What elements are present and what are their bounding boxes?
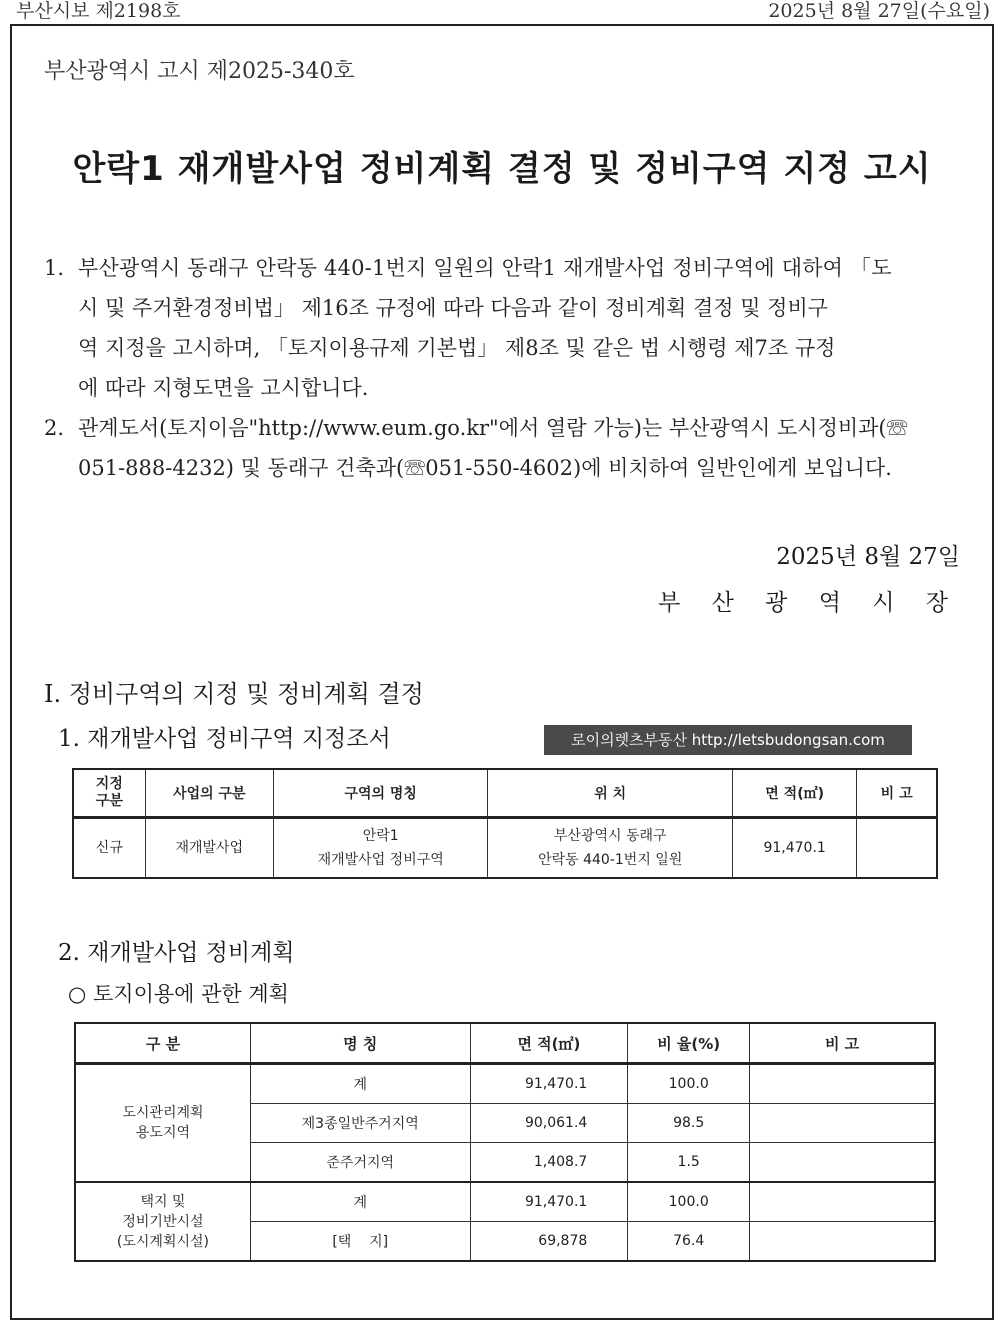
land-use-table bbox=[74, 1022, 936, 1262]
subsection-heading-1: 1. 재개발사업 정비구역 지정조서 bbox=[58, 726, 391, 752]
subsection-heading-2: 2. 재개발사업 정비계획 bbox=[58, 940, 295, 966]
designation-table bbox=[72, 768, 938, 879]
table-cell bbox=[750, 1182, 935, 1222]
table-cell: 91,470.1 bbox=[470, 1064, 628, 1104]
page-title: 안락1 재개발사업 정비계획 결정 및 정비구역 지정 고시 bbox=[72, 149, 932, 189]
table-cell bbox=[750, 1064, 935, 1104]
table-cell: 76.4 bbox=[628, 1222, 750, 1262]
table-cell bbox=[750, 1104, 935, 1143]
table-cell: 재개발사업 bbox=[145, 818, 273, 879]
table-header-row bbox=[73, 769, 937, 818]
table-row bbox=[75, 1064, 935, 1104]
table-cell bbox=[750, 1222, 935, 1262]
table-header-cell: 구역의 명칭 bbox=[273, 769, 487, 818]
table-cell: 69,878 bbox=[470, 1222, 628, 1262]
table-row bbox=[75, 1182, 935, 1222]
paragraph-line: 에 따라 지형도면을 고시합니다. bbox=[78, 376, 369, 400]
table-header-cell: 면 적(㎡) bbox=[470, 1023, 628, 1064]
section-heading: Ⅰ. 정비구역의 지정 및 정비계획 결정 bbox=[44, 680, 424, 708]
gazette-issue: 부산시보 제2198호 bbox=[16, 0, 181, 22]
table-cell: 제3종일반주거지역 bbox=[250, 1104, 470, 1143]
paragraph-line: 시 및 주거환경정비법」 제16조 규정에 따라 다음과 같이 정비계획 결정 및 정비구 bbox=[78, 296, 829, 320]
group-label-cell: 도시관리계획 용도지역 bbox=[75, 1064, 250, 1183]
table-header-cell: 위 치 bbox=[488, 769, 733, 818]
table-header-cell: 구 분 bbox=[75, 1023, 250, 1064]
table-cell: 100.0 bbox=[628, 1182, 750, 1222]
table-header-cell: 명 칭 bbox=[250, 1023, 470, 1064]
table-cell: 계 bbox=[250, 1064, 470, 1104]
table-row bbox=[73, 818, 937, 879]
paragraph-number: 2. bbox=[44, 416, 65, 440]
table-header-cell: 사업의 구분 bbox=[145, 769, 273, 818]
table-header-cell: 지정 구분 bbox=[73, 769, 145, 818]
gazette-header bbox=[0, 0, 1004, 24]
gazette-date: 2025년 8월 27일(수요일) bbox=[768, 0, 990, 22]
table-header-row bbox=[75, 1023, 935, 1064]
paragraph-line: 관계도서(토지이음"http://www.eum.go.kr"에서 열람 가능)는 부산광역시 도시정비과(☏ bbox=[78, 416, 908, 440]
notice-number: 부산광역시 고시 제2025-340호 bbox=[44, 59, 355, 84]
paragraph-line: 051-888-4232) 및 동래구 건축과(☏051-550-4602)에 비치하여 일반인에게 보입니다. bbox=[78, 456, 892, 480]
table-cell: 준주거지역 bbox=[250, 1143, 470, 1183]
signature-date: 2025년 8월 27일 bbox=[776, 544, 960, 570]
table-header-cell: 비 율(%) bbox=[628, 1023, 750, 1064]
table-cell: 부산광역시 동래구 안락동 440-1번지 일원 bbox=[488, 818, 733, 879]
table-cell: 98.5 bbox=[628, 1104, 750, 1143]
table-cell: 91,470.1 bbox=[733, 818, 857, 879]
group-label-cell: 택지 및 정비기반시설 (도시계획시설) bbox=[75, 1182, 250, 1261]
table-cell: 100.0 bbox=[628, 1064, 750, 1104]
table-cell bbox=[750, 1143, 935, 1183]
paragraph-line: 역 지정을 고시하며, 「토지이용규제 기본법」 제8조 및 같은 법 시행령 제7조 규정 bbox=[78, 336, 836, 360]
table-cell: 계 bbox=[250, 1182, 470, 1222]
table-cell: 안락1 재개발사업 정비구역 bbox=[273, 818, 487, 879]
table-header-cell: 비 고 bbox=[857, 769, 937, 818]
paragraph-number: 1. bbox=[44, 256, 65, 280]
land-use-plan-heading: ○ 토지이용에 관한 계획 bbox=[68, 982, 289, 1006]
table-header-cell: 비 고 bbox=[750, 1023, 935, 1064]
table-cell: 1,408.7 bbox=[470, 1143, 628, 1183]
notice-page bbox=[10, 24, 994, 1320]
table-cell: 90,061.4 bbox=[470, 1104, 628, 1143]
table-cell: 1.5 bbox=[628, 1143, 750, 1183]
signature-authority: 부 산 광 역 시 장 bbox=[658, 590, 960, 616]
table-cell bbox=[857, 818, 937, 879]
table-cell: 신규 bbox=[73, 818, 145, 879]
watermark-banner: 로이의렛츠부동산 http://letsbudongsan.com bbox=[544, 725, 912, 755]
table-cell: [택 지] bbox=[250, 1222, 470, 1262]
table-cell: 91,470.1 bbox=[470, 1182, 628, 1222]
table-header-cell: 면 적(㎡) bbox=[733, 769, 857, 818]
paragraph-line: 부산광역시 동래구 안락동 440-1번지 일원의 안락1 재개발사업 정비구역에 대하여 「도 bbox=[78, 256, 892, 280]
